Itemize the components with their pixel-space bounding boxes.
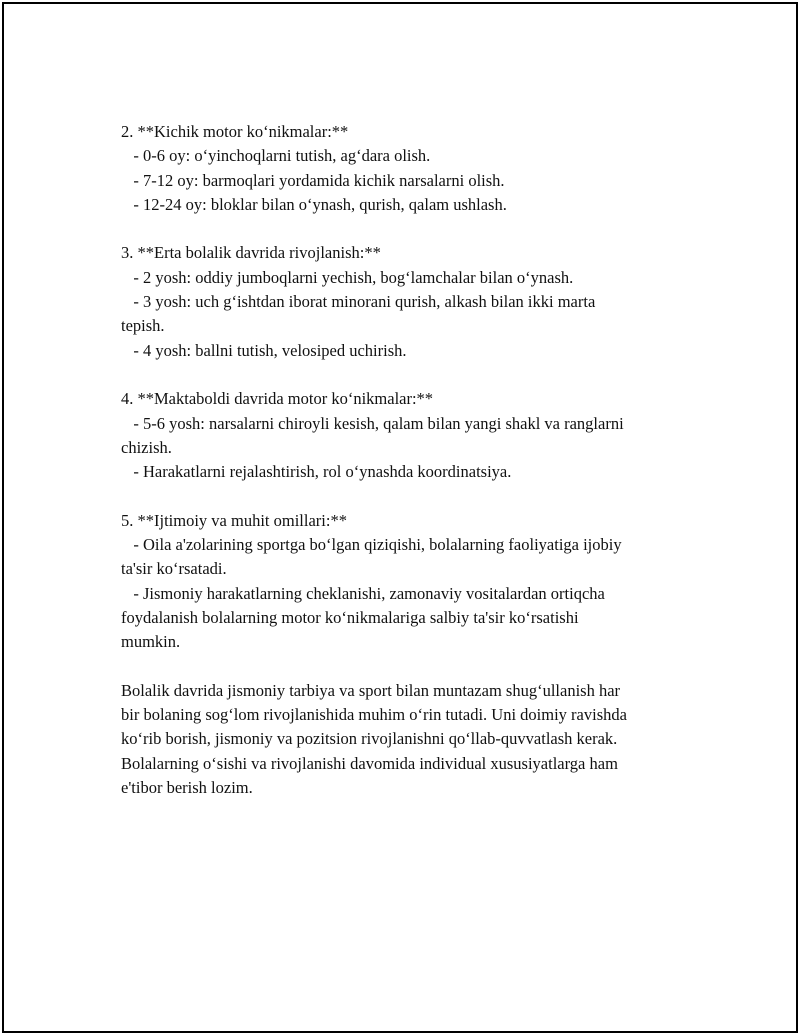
section-heading: 4. **Maktaboldi davrida motor koʻnikmalar:** <box>121 389 434 409</box>
list-item: - 0-6 oy: oʻyinchoqlarni tutish, agʻdara olish. <box>121 146 431 166</box>
paragraph-line: e'tibor berish lozim. <box>121 778 253 798</box>
section-preschool-motor-skills <box>121 387 691 484</box>
list-item: - 4 yosh: ballni tutish, velosiped uchirish. <box>121 340 407 360</box>
list-item: - Oila a'zolarining sportga boʻlgan qiziqishi, bolalarning faoliyatiga ijobiy <box>121 535 622 555</box>
list-item: - Jismoniy harakatlarning cheklanishi, zamonaviy vositalardan ortiqcha <box>121 583 605 603</box>
list-item: - 2 yosh: oddiy jumboqlarni yechish, bogʻlamchalar bilan oʻynash. <box>121 267 574 287</box>
paragraph-line: koʻrib borish, jismoniy va pozitsion rivojlanishni qoʻllab-quvvatlash kerak. <box>121 729 618 749</box>
list-item: - Harakatlarni rejalashtirish, rol oʻynashda koordinatsiya. <box>121 462 512 482</box>
list-item: - 3 yosh: uch gʻishtdan iborat minorani qurish, alkash bilan ikki marta <box>121 292 596 312</box>
paragraph-line: Bolalik davrida jismoniy tarbiya va sport bilan muntazam shugʻullanish har <box>121 680 621 700</box>
document-body <box>121 120 691 825</box>
section-heading: 5. **Ijtimoiy va muhit omillari:** <box>121 510 347 530</box>
list-item-continuation: ta'sir koʻrsatadi. <box>121 559 227 579</box>
section-early-childhood <box>121 241 691 362</box>
list-item-continuation: mumkin. <box>121 632 181 652</box>
section-heading: 3. **Erta bolalik davrida rivojlanish:** <box>121 243 381 263</box>
document-page <box>2 2 798 1033</box>
paragraph-line: Bolalarning oʻsishi va rivojlanishi davomida individual xususiyatlarga ham <box>121 753 618 773</box>
list-item: - 5-6 yosh: narsalarni chiroyli kesish, qalam bilan yangi shakl va ranglarni <box>121 413 624 433</box>
paragraph-line: bir bolaning sogʻlom rivojlanishida muhim oʻrin tutadi. Uni doimiy ravishda <box>121 705 627 725</box>
list-item: - 12-24 oy: bloklar bilan oʻynash, qurish, qalam ushlash. <box>121 194 507 214</box>
section-social-environmental-factors <box>121 509 691 655</box>
section-fine-motor-skills <box>121 120 691 217</box>
list-item-continuation: chizish. <box>121 437 172 457</box>
conclusion-paragraph <box>121 679 691 800</box>
section-heading: 2. **Kichik motor koʻnikmalar:** <box>121 122 349 141</box>
list-item: - 7-12 oy: barmoqlari yordamida kichik narsalarni olish. <box>121 170 505 190</box>
list-item-continuation: foydalanish bolalarning motor koʻnikmalariga salbiy ta'sir koʻrsatishi <box>121 607 579 627</box>
list-item-continuation: tepish. <box>121 316 165 336</box>
